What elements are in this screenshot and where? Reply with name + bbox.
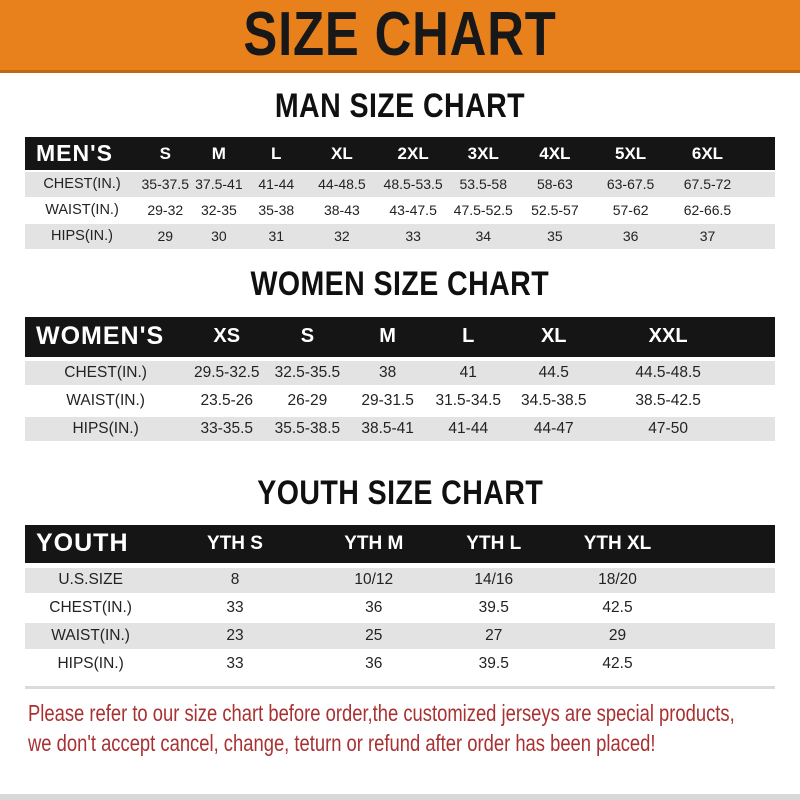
table-row — [25, 387, 775, 415]
table-header-row — [25, 525, 775, 566]
size-cell: 35 — [518, 223, 592, 249]
table-row — [25, 622, 775, 650]
filler-cell — [681, 622, 775, 650]
size-cell: 42.5 — [554, 650, 682, 678]
column-header: S — [139, 137, 192, 171]
column-header: 6XL — [669, 137, 746, 171]
filler-cell — [681, 525, 775, 566]
size-cell: 29-32 — [139, 197, 192, 223]
column-header: YTH M — [314, 525, 434, 566]
size-cell: 29.5-32.5 — [186, 359, 267, 387]
size-cell: 10/12 — [314, 566, 434, 594]
row-label: HIPS(IN.) — [25, 223, 139, 249]
filler-cell — [746, 171, 775, 197]
table-title: YOUTH — [25, 525, 156, 566]
row-label: U.S.SIZE — [25, 566, 156, 594]
banner-title: SIZE CHART — [243, 0, 557, 69]
size-cell: 48.5-53.5 — [378, 171, 449, 197]
row-label: CHEST(IN.) — [25, 594, 156, 622]
filler-cell — [746, 137, 775, 171]
column-header: L — [428, 317, 509, 359]
size-cell: 37.5-41 — [192, 171, 247, 197]
size-cell: 38-43 — [306, 197, 377, 223]
size-cell: 36 — [314, 650, 434, 678]
table-row — [25, 566, 775, 594]
row-label: CHEST(IN.) — [25, 359, 186, 387]
size-cell: 26-29 — [267, 387, 347, 415]
filler-cell — [746, 223, 775, 249]
size-cell: 38.5-42.5 — [599, 387, 738, 415]
column-header: YTH XL — [554, 525, 682, 566]
column-header: M — [192, 137, 247, 171]
size-cell: 39.5 — [434, 650, 554, 678]
size-cell: 29 — [554, 622, 682, 650]
size-cell: 39.5 — [434, 594, 554, 622]
size-cell: 29-31.5 — [348, 387, 428, 415]
size-cell: 23.5-26 — [186, 387, 267, 415]
size-cell: 41 — [428, 359, 509, 387]
size-cell: 37 — [669, 223, 746, 249]
size-cell: 35.5-38.5 — [267, 415, 347, 443]
column-header: 2XL — [378, 137, 449, 171]
column-header: 4XL — [518, 137, 592, 171]
size-cell: 30 — [192, 223, 247, 249]
filler-cell — [738, 415, 776, 443]
size-cell: 36 — [314, 594, 434, 622]
table-header-row — [25, 317, 775, 359]
row-label: WAIST(IN.) — [25, 622, 156, 650]
table-row — [25, 197, 775, 223]
table-row — [25, 594, 775, 622]
size-cell: 34.5-38.5 — [509, 387, 599, 415]
filler-cell — [681, 650, 775, 678]
column-header: XL — [509, 317, 599, 359]
size-cell: 53.5-58 — [449, 171, 518, 197]
footer-note-line-2: we don't accept cancel, change, teturn or refund after order has been placed! — [28, 729, 656, 756]
size-cell: 36 — [592, 223, 669, 249]
filler-cell — [738, 317, 776, 359]
column-header: XL — [306, 137, 377, 171]
size-chart-banner — [0, 0, 800, 73]
men-section-heading — [0, 88, 800, 124]
table-row — [25, 650, 775, 678]
filler-cell — [746, 197, 775, 223]
bottom-edge-strip — [0, 794, 800, 800]
youth-size-table — [25, 525, 775, 679]
size-cell: 8 — [156, 566, 314, 594]
women-size-table — [25, 317, 775, 445]
men-size-table — [25, 137, 775, 250]
size-cell: 23 — [156, 622, 314, 650]
size-cell: 35-38 — [246, 197, 306, 223]
filler-cell — [738, 387, 776, 415]
youth-section-heading-text: YOUTH SIZE CHART — [257, 473, 543, 512]
size-cell: 33 — [156, 594, 314, 622]
size-cell: 44.5 — [509, 359, 599, 387]
filler-cell — [738, 359, 776, 387]
row-label: WAIST(IN.) — [25, 387, 186, 415]
women-section-heading — [0, 266, 800, 302]
youth-section-heading — [0, 475, 800, 511]
filler-cell — [681, 566, 775, 594]
column-header: 5XL — [592, 137, 669, 171]
size-cell: 33 — [378, 223, 449, 249]
size-cell: 67.5-72 — [669, 171, 746, 197]
size-cell: 35-37.5 — [139, 171, 192, 197]
size-cell: 47.5-52.5 — [449, 197, 518, 223]
women-section-heading-text: WOMEN SIZE CHART — [250, 264, 550, 303]
size-cell: 43-47.5 — [378, 197, 449, 223]
table-header-row — [25, 137, 775, 171]
table-row — [25, 171, 775, 197]
row-label: CHEST(IN.) — [25, 171, 139, 197]
row-label: HIPS(IN.) — [25, 650, 156, 678]
column-header: XS — [186, 317, 267, 359]
footer-note-line-1: Please refer to our size chart before order,the customized jerseys are special products, — [28, 699, 735, 726]
men-section-heading-text: MAN SIZE CHART — [274, 87, 526, 125]
size-cell: 44-48.5 — [306, 171, 377, 197]
size-cell: 27 — [434, 622, 554, 650]
table-title: MEN'S — [25, 137, 139, 171]
size-cell: 25 — [314, 622, 434, 650]
size-cell: 62-66.5 — [669, 197, 746, 223]
size-cell: 32.5-35.5 — [267, 359, 347, 387]
size-cell: 58-63 — [518, 171, 592, 197]
divider-line — [25, 686, 775, 689]
column-header: YTH S — [156, 525, 314, 566]
size-cell: 32 — [306, 223, 377, 249]
size-cell: 47-50 — [599, 415, 738, 443]
table-title: WOMEN'S — [25, 317, 186, 359]
size-cell: 57-62 — [592, 197, 669, 223]
size-cell: 18/20 — [554, 566, 682, 594]
column-header: YTH L — [434, 525, 554, 566]
table-row — [25, 223, 775, 249]
table-row — [25, 415, 775, 443]
table-row — [25, 359, 775, 387]
row-label: WAIST(IN.) — [25, 197, 139, 223]
column-header: L — [246, 137, 306, 171]
size-cell: 38 — [348, 359, 428, 387]
filler-cell — [681, 594, 775, 622]
size-cell: 31.5-34.5 — [428, 387, 509, 415]
size-cell: 38.5-41 — [348, 415, 428, 443]
size-cell: 34 — [449, 223, 518, 249]
size-cell: 52.5-57 — [518, 197, 592, 223]
row-label: HIPS(IN.) — [25, 415, 186, 443]
size-cell: 31 — [246, 223, 306, 249]
size-cell: 42.5 — [554, 594, 682, 622]
size-cell: 32-35 — [192, 197, 247, 223]
size-cell: 63-67.5 — [592, 171, 669, 197]
size-cell: 29 — [139, 223, 192, 249]
size-cell: 41-44 — [246, 171, 306, 197]
size-cell: 44-47 — [509, 415, 599, 443]
footer-note — [0, 698, 800, 758]
column-header: XXL — [599, 317, 738, 359]
column-header: 3XL — [449, 137, 518, 171]
column-header: S — [267, 317, 347, 359]
size-cell: 33-35.5 — [186, 415, 267, 443]
size-cell: 33 — [156, 650, 314, 678]
column-header: M — [348, 317, 428, 359]
size-cell: 41-44 — [428, 415, 509, 443]
size-cell: 44.5-48.5 — [599, 359, 738, 387]
size-cell: 14/16 — [434, 566, 554, 594]
